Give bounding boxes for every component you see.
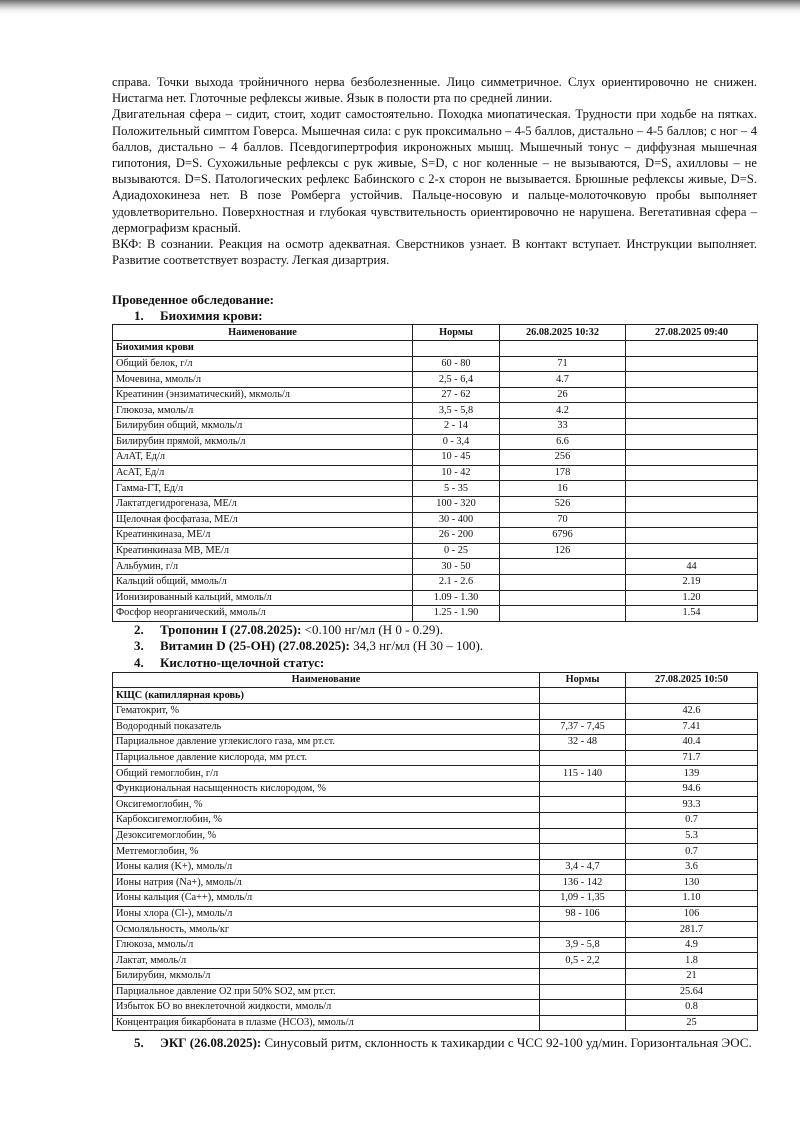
item4-title: Кислотно-щелочной статус: bbox=[160, 654, 325, 670]
cell-value: 71.7 bbox=[626, 750, 758, 766]
cell-name: Ионы калия (K+), ммоль/л bbox=[113, 859, 540, 875]
table-row bbox=[113, 512, 758, 528]
table-row bbox=[113, 372, 758, 388]
cell-norm: 0,5 - 2,2 bbox=[540, 953, 626, 969]
cell-name: Фосфор неорганический, ммоль/л bbox=[113, 606, 413, 622]
cell-norm: 0 - 3,4 bbox=[413, 434, 500, 450]
item3-num: 3. bbox=[134, 638, 144, 654]
cell-value: 5.3 bbox=[626, 828, 758, 844]
cell-norm bbox=[540, 828, 626, 844]
cell-value: 7.41 bbox=[626, 719, 758, 735]
cell-value: 126 bbox=[500, 543, 626, 559]
cell-norm bbox=[540, 1000, 626, 1016]
item1-heading bbox=[134, 308, 757, 324]
cell-value bbox=[500, 590, 626, 606]
cell-value: 71 bbox=[500, 356, 626, 372]
cell-value: 256 bbox=[500, 450, 626, 466]
col-date-header: 27.08.2025 10:50 bbox=[626, 672, 758, 688]
cell-value: 70 bbox=[500, 512, 626, 528]
cell-value: 44 bbox=[626, 559, 758, 575]
cell-norm: 1,09 - 1,35 bbox=[540, 891, 626, 907]
cell-name: Креатинкиназа МВ, МЕ/л bbox=[113, 543, 413, 559]
item1-num: 1. bbox=[134, 308, 144, 324]
table-row bbox=[113, 875, 758, 891]
cell-name: Осмоляльность, ммоль/кг bbox=[113, 922, 540, 938]
cell-value: 33 bbox=[500, 419, 626, 435]
cell-norm bbox=[540, 797, 626, 813]
cell-norm: 98 - 106 bbox=[540, 906, 626, 922]
table-row bbox=[113, 387, 758, 403]
cell-name: Глюкоза, ммоль/л bbox=[113, 937, 540, 953]
table-section-label: КЩС (капиллярная кровь) bbox=[113, 688, 540, 704]
cell-norm: 100 - 320 bbox=[413, 496, 500, 512]
cell-value: 0.7 bbox=[626, 813, 758, 829]
cell-norm: 136 - 142 bbox=[540, 875, 626, 891]
cell-value bbox=[500, 606, 626, 622]
cell-value bbox=[626, 372, 758, 388]
cell-name: Лактат, ммоль/л bbox=[113, 953, 540, 969]
table-row bbox=[113, 891, 758, 907]
cell-norm: 30 - 400 bbox=[413, 512, 500, 528]
item3 bbox=[134, 638, 757, 655]
cell-value: 42.6 bbox=[626, 703, 758, 719]
scan-edge bbox=[0, 0, 800, 14]
cell-name: Гамма-ГТ, Ед/л bbox=[113, 481, 413, 497]
cell-value bbox=[626, 465, 758, 481]
cell-norm: 2.1 - 2.6 bbox=[413, 574, 500, 590]
table-row bbox=[113, 781, 758, 797]
cell-value bbox=[626, 481, 758, 497]
cell-value: 526 bbox=[500, 496, 626, 512]
table-row bbox=[113, 937, 758, 953]
table-row bbox=[113, 969, 758, 985]
cell-name: Парциальное давление кислорода, мм рт.ст. bbox=[113, 750, 540, 766]
cell-norm: 115 - 140 bbox=[540, 766, 626, 782]
item5-text: Синусовый ритм, склонность к тахикардии с ЧСС 92-100 уд/мин. Горизонтальная ЭОС. bbox=[261, 1035, 752, 1051]
cell-norm: 7,37 - 7,45 bbox=[540, 719, 626, 735]
cell-name: Щелочная фосфатаза, МЕ/л bbox=[113, 512, 413, 528]
cell-norm: 2 - 14 bbox=[413, 419, 500, 435]
cell-value: 130 bbox=[626, 875, 758, 891]
cell-value: 1.8 bbox=[626, 953, 758, 969]
paragraph-vkf: ВКФ: В сознании. Реакция на осмотр адекватная. Сверстников узнает. В контакт вступает. Инструкции выполняет. Развитие соответствует возрасту. Легкая дизартрия. bbox=[112, 237, 757, 268]
item4-heading bbox=[134, 655, 757, 671]
cell-name: Лактатдегидрогеназа, МЕ/л bbox=[113, 496, 413, 512]
col-norm-header: Нормы bbox=[540, 672, 626, 688]
item3-text: 34,3 нг/мл (Н 30 – 100). bbox=[349, 638, 484, 654]
table-row bbox=[113, 434, 758, 450]
cell-name: Парциальное давление углекислого газа, мм рт.ст. bbox=[113, 735, 540, 751]
cell-value: 0.7 bbox=[626, 844, 758, 860]
cell-norm: 10 - 42 bbox=[413, 465, 500, 481]
cell-name: Общий белок, г/л bbox=[113, 356, 413, 372]
table-row bbox=[113, 766, 758, 782]
item5-title: ЭКГ (26.08.2025): bbox=[160, 1035, 262, 1051]
cell-name: Кальций общий, ммоль/л bbox=[113, 574, 413, 590]
table-header-row bbox=[113, 325, 758, 341]
paragraph-neuro: справа. Точки выхода тройничного нерва безболезненные. Лицо симметричное. Слух ориентировочно не снижен. Нистагма нет. Глоточные рефлексы живые. Язык в полости рта по средней линии. bbox=[112, 75, 757, 106]
document-page bbox=[112, 74, 757, 1052]
cell-name: Креатинкиназа, МЕ/л bbox=[113, 528, 413, 544]
table-row bbox=[113, 528, 758, 544]
cell-value bbox=[626, 450, 758, 466]
cell-value: 178 bbox=[500, 465, 626, 481]
table-row bbox=[113, 559, 758, 575]
item2-num: 2. bbox=[134, 621, 144, 637]
cell-norm: 3,4 - 4,7 bbox=[540, 859, 626, 875]
cell-norm bbox=[540, 703, 626, 719]
table-row bbox=[113, 1000, 758, 1016]
table-row bbox=[113, 984, 758, 1000]
cell-name: Оксигемоглобин, % bbox=[113, 797, 540, 813]
cell-norm bbox=[540, 844, 626, 860]
cell-name: Общий гемоглобин, г/л bbox=[113, 766, 540, 782]
table-section-row bbox=[113, 341, 758, 357]
paragraph-motor: Двигательная сфера – сидит, стоит, ходит самостоятельно. Походка миопатическая. Трудности при ходьбе на пятках. Положительный симптом Говерса. Мышечная сила: с рук проксимально – 4-5 баллов, дистально – 4-5 баллов; с ног – 4 баллов, дистально – 4 баллов. Псевдогипертрофия икроножных мышц. Мышечный тонус – диффузная мышечная гипотония, D=S. Сухожильные рефлексы с рук живые, S=D, с ног коленные – не вызываются, D=S, ахилловы – не вызываются. D=S. Патологических рефлекс Бабинского с 2-х сторон не вызывается. Брюшные рефлексы живые, D=S. Адиадохокинеза нет. В позе Ромберга устойчив. Пальце-носовую и пальце-молоточковую пробы выполняет удовлетворительно. Поверхностная и глубокая чувствительность ориентировочно не нарушена. Вегетативная сфера – дермографизм красный. bbox=[112, 107, 757, 235]
table-section-label: Биохимия крови bbox=[113, 341, 413, 357]
item5-num: 5. bbox=[134, 1035, 144, 1051]
table-row bbox=[113, 574, 758, 590]
cell-norm: 32 - 48 bbox=[540, 735, 626, 751]
cell-value bbox=[626, 434, 758, 450]
table-header-row bbox=[113, 672, 758, 688]
table-row bbox=[113, 922, 758, 938]
col-date2-header: 27.08.2025 09:40 bbox=[626, 325, 758, 341]
col-norm-header: Нормы bbox=[413, 325, 500, 341]
cell-norm: 1.09 - 1.30 bbox=[413, 590, 500, 606]
cell-value: 93.3 bbox=[626, 797, 758, 813]
cell-value: 40.4 bbox=[626, 735, 758, 751]
cell-value bbox=[626, 356, 758, 372]
table-row bbox=[113, 844, 758, 860]
cell-name: Ионизированный кальций, ммоль/л bbox=[113, 590, 413, 606]
table-row bbox=[113, 906, 758, 922]
cell-value: 25.64 bbox=[626, 984, 758, 1000]
biochemistry-table bbox=[112, 324, 758, 621]
cell-value: 0.8 bbox=[626, 1000, 758, 1016]
item4-num: 4. bbox=[134, 654, 144, 670]
cell-name: Билирубин, мкмоль/л bbox=[113, 969, 540, 985]
col-name-header: Наименование bbox=[113, 325, 413, 341]
table-row bbox=[113, 828, 758, 844]
item2-text: <0.100 нг/мл (Н 0 - 0.29). bbox=[301, 621, 443, 637]
cell-value bbox=[626, 528, 758, 544]
cell-name: Ионы натрия (Na+), ммоль/л bbox=[113, 875, 540, 891]
cell-name: Концентрация бикарбоната в плазме (HCO3), ммоль/л bbox=[113, 1015, 540, 1031]
cell-name: Дезоксигемоглобин, % bbox=[113, 828, 540, 844]
cell-norm: 26 - 200 bbox=[413, 528, 500, 544]
acid-base-table bbox=[112, 672, 758, 1032]
item2 bbox=[134, 622, 757, 639]
cell-norm bbox=[540, 922, 626, 938]
cell-value bbox=[626, 387, 758, 403]
cell-norm bbox=[540, 750, 626, 766]
cell-norm: 27 - 62 bbox=[413, 387, 500, 403]
cell-value: 2.19 bbox=[626, 574, 758, 590]
cell-value bbox=[500, 559, 626, 575]
table-row bbox=[113, 356, 758, 372]
cell-norm bbox=[540, 984, 626, 1000]
table-row bbox=[113, 481, 758, 497]
cell-name: АлАТ, Ед/л bbox=[113, 450, 413, 466]
cell-value: 106 bbox=[626, 906, 758, 922]
cell-name: Метгемоглобин, % bbox=[113, 844, 540, 860]
cell-name: Избыток БО во внеклеточной жидкости, ммоль/л bbox=[113, 1000, 540, 1016]
col-date1-header: 26.08.2025 10:32 bbox=[500, 325, 626, 341]
col-name-header: Наименование bbox=[113, 672, 540, 688]
cell-value: 4.2 bbox=[500, 403, 626, 419]
cell-value: 1.54 bbox=[626, 606, 758, 622]
cell-name: Карбоксигемоглобин, % bbox=[113, 813, 540, 829]
cell-name: Функциональная насыщенность кислородом, % bbox=[113, 781, 540, 797]
cell-name: Глюкоза, ммоль/л bbox=[113, 403, 413, 419]
cell-value: 4.9 bbox=[626, 937, 758, 953]
cell-value bbox=[626, 543, 758, 559]
cell-value bbox=[626, 403, 758, 419]
table-row bbox=[113, 750, 758, 766]
cell-value bbox=[626, 496, 758, 512]
cell-norm bbox=[540, 781, 626, 797]
cell-name: Креатинин (энзиматический), мкмоль/л bbox=[113, 387, 413, 403]
table-row bbox=[113, 450, 758, 466]
table-row bbox=[113, 859, 758, 875]
table-row bbox=[113, 419, 758, 435]
cell-name: Альбумин, г/л bbox=[113, 559, 413, 575]
table-row bbox=[113, 590, 758, 606]
table-row bbox=[113, 496, 758, 512]
cell-name: Водородный показатель bbox=[113, 719, 540, 735]
table-row bbox=[113, 1015, 758, 1031]
cell-value: 139 bbox=[626, 766, 758, 782]
cell-name: АсАТ, Ед/л bbox=[113, 465, 413, 481]
cell-value: 4.7 bbox=[500, 372, 626, 388]
cell-value: 1.20 bbox=[626, 590, 758, 606]
cell-name: Билирубин общий, мкмоль/л bbox=[113, 419, 413, 435]
table-row bbox=[113, 703, 758, 719]
table-row bbox=[113, 813, 758, 829]
cell-norm: 0 - 25 bbox=[413, 543, 500, 559]
cell-value: 16 bbox=[500, 481, 626, 497]
cell-norm: 30 - 50 bbox=[413, 559, 500, 575]
item3-title: Витамин D (25-OH) (27.08.2025): bbox=[160, 638, 350, 654]
cell-value: 21 bbox=[626, 969, 758, 985]
section-title: Проведенное обследование: bbox=[112, 292, 274, 308]
item5 bbox=[134, 1035, 757, 1052]
cell-norm: 3,9 - 5,8 bbox=[540, 937, 626, 953]
cell-name: Ионы хлора (Cl-), ммоль/л bbox=[113, 906, 540, 922]
item2-title: Тропонин I (27.08.2025): bbox=[160, 621, 302, 637]
cell-value bbox=[626, 419, 758, 435]
cell-norm bbox=[540, 813, 626, 829]
cell-norm: 1.25 - 1.90 bbox=[413, 606, 500, 622]
cell-norm: 10 - 45 bbox=[413, 450, 500, 466]
table-row bbox=[113, 735, 758, 751]
cell-norm: 5 - 35 bbox=[413, 481, 500, 497]
cell-value bbox=[626, 512, 758, 528]
table-row bbox=[113, 797, 758, 813]
cell-name: Мочевина, ммоль/л bbox=[113, 372, 413, 388]
cell-norm: 2,5 - 6,4 bbox=[413, 372, 500, 388]
table-section-row bbox=[113, 688, 758, 704]
table-row bbox=[113, 543, 758, 559]
cell-value: 6.6 bbox=[500, 434, 626, 450]
cell-name: Билирубин прямой, мкмоль/л bbox=[113, 434, 413, 450]
cell-value: 26 bbox=[500, 387, 626, 403]
cell-norm: 3,5 - 5,8 bbox=[413, 403, 500, 419]
cell-norm: 60 - 80 bbox=[413, 356, 500, 372]
cell-value bbox=[500, 574, 626, 590]
table-row bbox=[113, 953, 758, 969]
cell-value: 281.7 bbox=[626, 922, 758, 938]
item1-title: Биохимия крови: bbox=[160, 308, 263, 324]
cell-value: 94.6 bbox=[626, 781, 758, 797]
table-row bbox=[113, 465, 758, 481]
table-row bbox=[113, 606, 758, 622]
cell-value: 3.6 bbox=[626, 859, 758, 875]
cell-name: Ионы кальция (Ca++), ммоль/л bbox=[113, 891, 540, 907]
cell-value: 6796 bbox=[500, 528, 626, 544]
cell-name: Парциальное давление О2 при 50% SO2, мм рт.ст. bbox=[113, 984, 540, 1000]
cell-value: 25 bbox=[626, 1015, 758, 1031]
cell-value: 1.10 bbox=[626, 891, 758, 907]
table-row bbox=[113, 403, 758, 419]
cell-norm bbox=[540, 969, 626, 985]
cell-name: Гематокрит, % bbox=[113, 703, 540, 719]
table-row bbox=[113, 719, 758, 735]
cell-norm bbox=[540, 1015, 626, 1031]
